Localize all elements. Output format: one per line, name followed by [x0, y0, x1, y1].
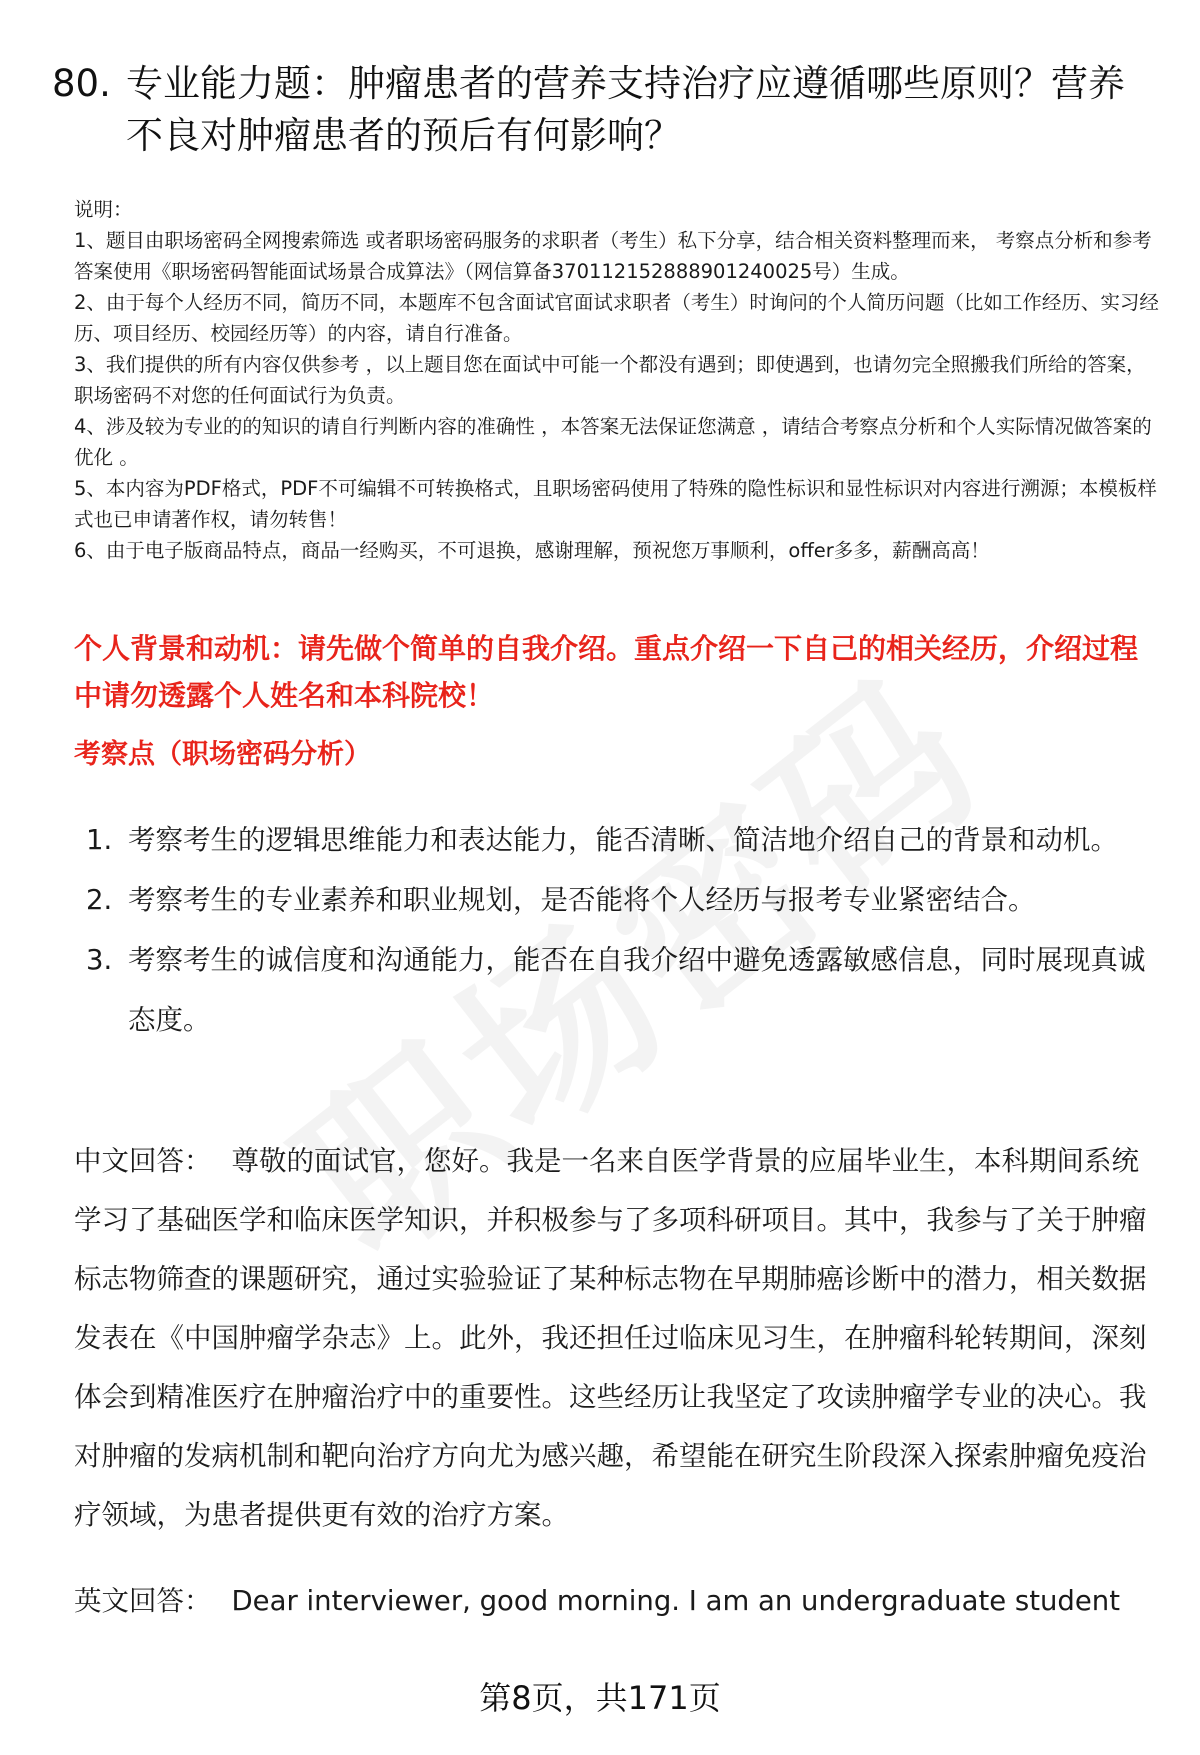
list-item-number: 2.	[86, 884, 113, 916]
note-line: 6、由于电子版商品特点，商品一经购买，不可退换，感谢理解，预祝您万事顺利，offer多多，薪酬高高！	[74, 539, 990, 562]
notes-heading: 说明：	[74, 198, 133, 221]
list-item	[86, 870, 1156, 930]
note-line: 4、涉及较为专业的的知识的请自行判断内容的准确性 ，本答案无法保证您满意 ，请结合考察点分析和个人实际情况做答案的优化 。	[74, 415, 1152, 469]
list-item-text: 考察考生的逻辑思维能力和表达能力，能否清晰、简洁地介绍自己的背景和动机。	[128, 824, 1118, 856]
question-number: 80.	[52, 62, 111, 105]
english-answer-text: Dear interviewer, good morning. I am an undergraduate student	[231, 1585, 1121, 1617]
note-line: 5、本内容为PDF格式，PDF不可编辑不可转换格式，且职场密码使用了特殊的隐性标识和显性标识对内容进行溯源；本模板样式也已申请著作权，请勿转售！	[74, 477, 1157, 531]
list-item-text: 考察考生的诚信度和沟通能力，能否在自我介绍中避免透露敏感信息，同时展现真诚态度。	[128, 944, 1146, 1036]
background-question: 个人背景和动机：请先做个简单的自我介绍。重点介绍一下自己的相关经历，介绍过程中请勿透露个人姓名和本科院校！	[74, 632, 1139, 712]
notes-block	[74, 194, 1164, 566]
note-line: 1、题目由职场密码全网搜索筛选 或者职场密码服务的求职者（考生）私下分享，结合相关资料整理而来， 考察点分析和参考答案使用《职场密码智能面试场景合成算法》（网信算备370112152888901240025号）生成。	[74, 229, 1152, 283]
english-answer	[74, 1572, 1174, 1631]
question-title	[52, 58, 1152, 162]
note-line: 2、由于每个人经历不同，简历不同，本题库不包含面试官面试求职者（考生）时询问的个人简历问题（比如工作经历、实习经历、项目经历、校园经历等）的内容，请自行准备。	[74, 291, 1159, 345]
question-text: 专业能力题：肿瘤患者的营养支持治疗应遵循哪些原则？营养不良对肿瘤患者的预后有何影响？	[126, 62, 1125, 157]
analysis-points-list	[86, 810, 1156, 1050]
chinese-answer-text: 尊敬的面试官，您好。我是一名来自医学背景的应届毕业生，本科期间系统学习了基础医学和临床医学知识，并积极参与了多项科研项目。其中，我参与了关于肿瘤标志物筛查的课题研究，通过实验验证了某种标志物在早期肺癌诊断中的潜力，相关数据发表在《中国肿瘤学杂志》上。此外，我还担任过临床见习生，在肿瘤科轮转期间，深刻体会到精准医疗在肿瘤治疗中的重要性。这些经历让我坚定了攻读肿瘤学专业的决心。我对肿瘤的发病机制和靶向治疗方向尤为感兴趣，希望能在研究生阶段深入探索肿瘤免疫治疗领域，为患者提供更有效的治疗方案。	[74, 1145, 1147, 1531]
note-line: 3、我们提供的所有内容仅供参考 ，以上题目您在面试中可能一个都没有遇到；即使遇到，也请勿完全照搬我们所给的答案，职场密码不对您的任何面试行为负责。	[74, 353, 1146, 407]
chinese-answer-label: 中文回答：	[74, 1145, 212, 1177]
list-item-number: 1.	[86, 824, 113, 856]
chinese-answer	[74, 1132, 1164, 1545]
list-item-text: 考察考生的专业素养和职业规划，是否能将个人经历与报考专业紧密结合。	[128, 884, 1036, 916]
page-number: 第8页，共171页	[479, 1679, 721, 1717]
english-answer-label: 英文回答：	[74, 1585, 212, 1617]
list-item	[86, 930, 1156, 1050]
list-item-number: 3.	[86, 944, 113, 976]
list-item	[86, 810, 1156, 870]
analysis-heading: 考察点（职场密码分析）	[74, 739, 371, 770]
